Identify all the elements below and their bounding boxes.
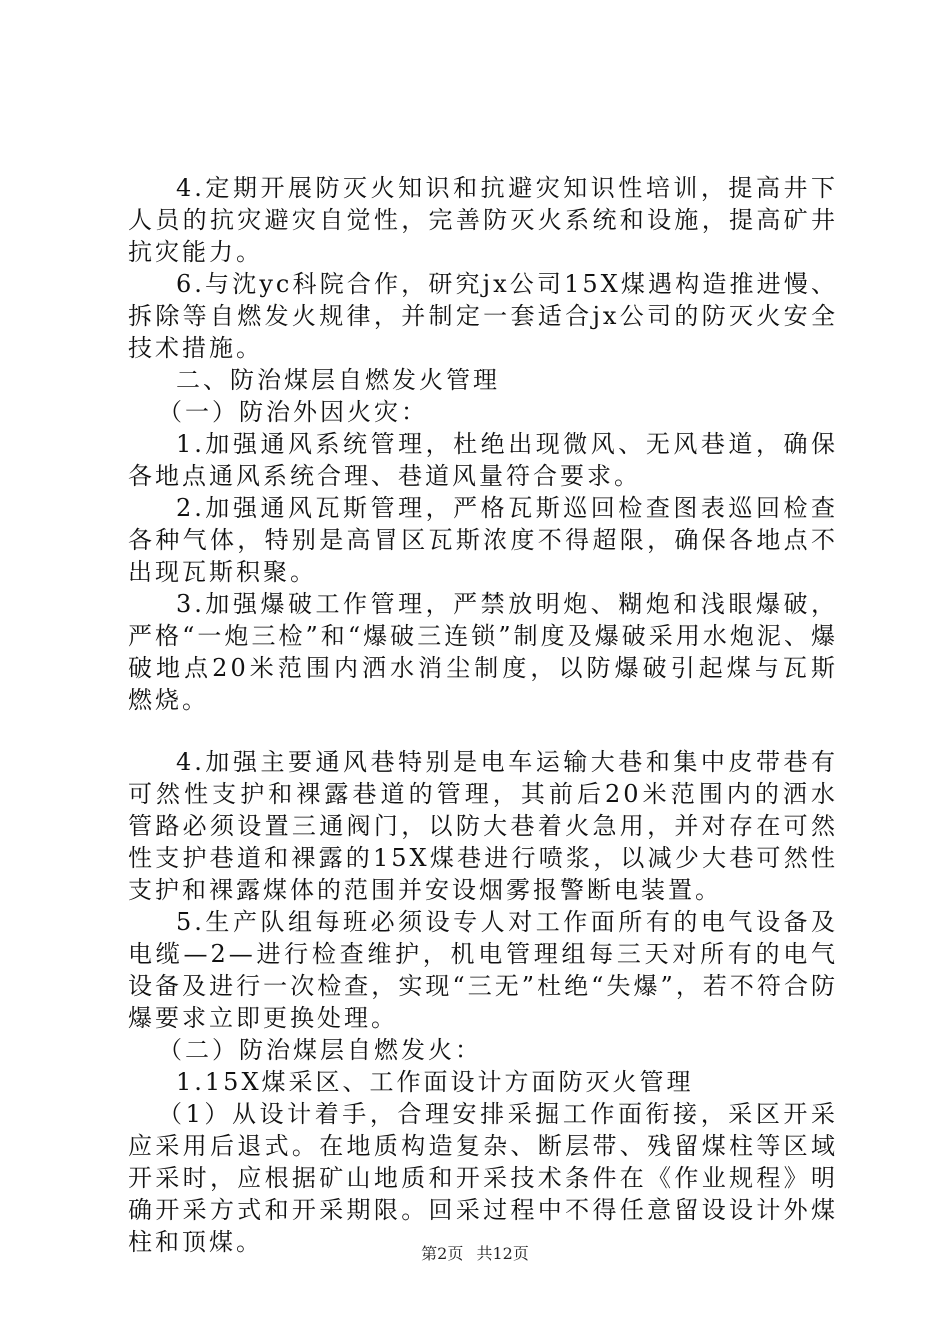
paragraph-gas-management: 2.加强通风瓦斯管理，严格瓦斯巡回检查图表巡回检查各种气体，特别是高冒区瓦斯浓度不得超限，确保各地点不出现瓦斯积聚。	[128, 494, 838, 586]
page-number: 第2页	[421, 1244, 464, 1263]
section-heading-2: 二、防治煤层自燃发火管理	[176, 366, 500, 394]
paragraph-item-6-cooperation: 6.与沈yc科院合作，研究jx公司15X煤遇构造推进慢、拆除等自燃发火规律，并制定一套适合jx公司的防灭火安全技术措施。	[128, 270, 838, 362]
paragraph-item-4-training: 4.定期开展防灭火知识和抗避灾知识性培训，提高井下人员的抗灾避灾自觉性，完善防灭火系统和设施，提高矿井抗灾能力。	[128, 174, 838, 266]
subsection-heading-1: （一）防治外因火灾：	[158, 398, 428, 426]
page-footer	[0, 1244, 950, 1264]
paragraph-design-fire-management: 1.15X煤采区、工作面设计方面防灭火管理	[176, 1068, 694, 1096]
paragraph-roadway-management: 4.加强主要通风巷特别是电车运输大巷和集中皮带巷有可然性支护和裸露巷道的管理，其前后20米范围内的洒水管路必须设置三通阀门，以防大巷着火急用，并对存在可然性支护巷道和裸露的15X煤巷进行喷浆，以减少大巷可然性支护和裸露煤体的范围并安设烟雾报警断电装置。	[128, 748, 838, 904]
total-pages: 共12页	[476, 1244, 529, 1263]
paragraph-ventilation-system: 1.加强通风系统管理，杜绝出现微风、无风巷道，确保各地点通风系统合理、巷道风量符合要求。	[128, 430, 838, 490]
document-body	[128, 172, 838, 1258]
paragraph-electrical-maintenance: 5.生产队组每班必须设专人对工作面所有的电气设备及电缆—2—进行检查维护，机电管理组每三天对所有的电气设备及进行一次检查，实现“三无”杜绝“失爆”，若不符合防爆要求立即更换处理。	[128, 908, 838, 1032]
subsection-heading-2: （二）防治煤层自燃发火：	[158, 1036, 482, 1064]
paragraph-design-details: （1）从设计着手，合理安排采掘工作面衔接，采区开采应采用后退式。在地质构造复杂、断层带、残留煤柱等区域开采时，应根据矿山地质和开采技术条件在《作业规程》明确开采方式和开采期限。回采过程中不得任意留设设计外煤柱和顶煤。	[128, 1100, 838, 1256]
paragraph-blasting-management: 3.加强爆破工作管理，严禁放明炮、糊炮和浅眼爆破，严格“一炮三检”和“爆破三连锁”制度及爆破采用水炮泥、爆破地点20米范围内洒水消尘制度，以防爆破引起煤与瓦斯燃烧。	[128, 590, 838, 714]
